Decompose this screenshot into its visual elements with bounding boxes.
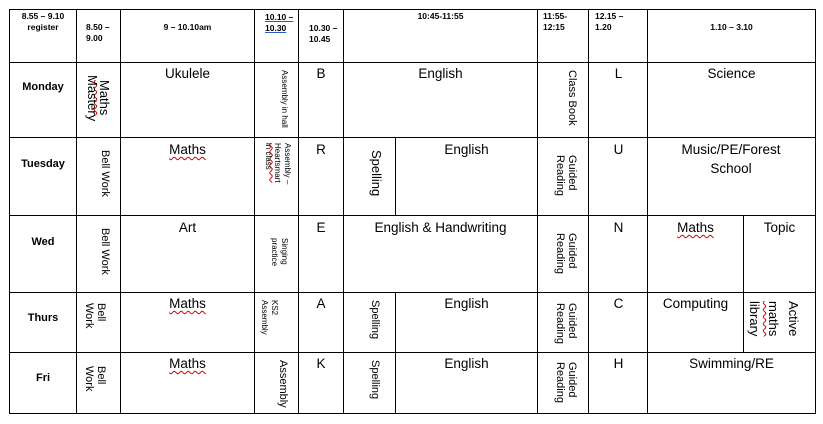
tuesday-spelling: Spelling bbox=[369, 150, 384, 197]
fri-assembly: Assembly bbox=[277, 360, 289, 408]
header-1045: 10:45-11:55 bbox=[417, 11, 464, 21]
header-1010-a: 10.10 – bbox=[265, 12, 294, 22]
wed-letter: E bbox=[316, 220, 326, 235]
thurs-letter: A bbox=[316, 296, 326, 311]
wed-morning: Art bbox=[178, 220, 197, 235]
monday-letter: B bbox=[316, 66, 326, 81]
tuesday-afternoon: Music/PE/Forest School bbox=[681, 142, 781, 176]
thurs-afternoon-maths-text: maths bbox=[766, 301, 781, 337]
header-1215: 12.15 – 1.20 bbox=[595, 11, 624, 32]
monday-english: English bbox=[418, 66, 463, 81]
fri-spelling: Spelling bbox=[369, 360, 381, 400]
tuesday-assembly-c: in class bbox=[264, 143, 273, 170]
header-0110: 1.10 – 3.10 bbox=[710, 22, 753, 32]
fri-lunch-letter: H bbox=[613, 356, 624, 371]
header-register: 8.55 – 9.10 register bbox=[21, 11, 65, 32]
fri-english: English bbox=[444, 356, 489, 371]
day-tuesday: Tuesday bbox=[21, 158, 65, 170]
monday-afternoon: Science bbox=[707, 66, 756, 81]
wed-early: Bell Work bbox=[99, 228, 111, 275]
thurs-morning bbox=[121, 294, 254, 313]
tuesday-assembly-b: Heartsmart bbox=[273, 143, 283, 183]
monday-assembly: Assembly in hall bbox=[280, 70, 289, 128]
fri-early: Bell Work bbox=[83, 366, 107, 392]
thurs-reading: Guided Reading bbox=[554, 303, 578, 344]
thurs-lunch-letter: C bbox=[613, 296, 624, 311]
monday-class-book: Class Book bbox=[566, 70, 578, 126]
wed-afternoon-topic: Topic bbox=[763, 220, 796, 235]
wed-lunch-letter: N bbox=[613, 220, 624, 235]
fri-morning-text: Maths bbox=[169, 356, 206, 371]
day-fri: Fri bbox=[35, 372, 51, 384]
header-0900: 9 – 10.10am bbox=[163, 22, 212, 32]
wed-reading: Guided Reading bbox=[554, 233, 578, 274]
thurs-assembly: KS2 Assembly bbox=[260, 300, 279, 335]
tuesday-morning-text: Maths bbox=[169, 142, 206, 157]
tuesday-morning bbox=[121, 140, 254, 159]
thurs-spelling: Spelling bbox=[369, 300, 381, 340]
tuesday-assembly bbox=[264, 143, 293, 209]
wed-afternoon-maths-text: Maths bbox=[677, 220, 714, 235]
thurs-afternoon-library: library bbox=[747, 301, 762, 337]
header-1155: 11:55- 12:15 bbox=[543, 11, 568, 32]
wed-english: English & Handwriting bbox=[374, 220, 507, 235]
monday-early-maths-text: Maths bbox=[97, 80, 112, 116]
tuesday-lunch-letter: U bbox=[613, 142, 624, 157]
tuesday-reading: Guided Reading bbox=[554, 155, 578, 196]
thurs-afternoon-active: Active bbox=[786, 301, 801, 337]
thurs-afternoon-computing: Computing bbox=[662, 296, 729, 311]
fri-letter: K bbox=[316, 356, 326, 371]
monday-early-mastery: Mastery bbox=[85, 75, 100, 122]
monday-morning: Ukulele bbox=[164, 66, 211, 81]
header-1010-b: 10.30 bbox=[265, 23, 287, 33]
tuesday-letter: R bbox=[316, 142, 326, 157]
header-1030: 10.30 – 10.45 bbox=[309, 23, 338, 44]
fri-morning bbox=[121, 354, 254, 373]
tuesday-early: Bell Work bbox=[99, 150, 111, 197]
fri-afternoon: Swimming/RE bbox=[689, 356, 774, 371]
thurs-afternoon-maths bbox=[766, 301, 780, 336]
tuesday-english: English bbox=[444, 142, 489, 157]
wed-afternoon-maths bbox=[648, 218, 743, 237]
thurs-english: English bbox=[444, 296, 489, 311]
day-wed: Wed bbox=[31, 236, 55, 248]
thurs-early: Bell Work bbox=[83, 303, 107, 329]
monday-lunch-letter: L bbox=[614, 66, 623, 81]
day-monday: Monday bbox=[22, 81, 64, 93]
day-thurs: Thurs bbox=[27, 312, 59, 324]
tuesday-assembly-a: Assembly – bbox=[283, 143, 292, 185]
header-0850: 8.50 – 9.00 bbox=[86, 22, 110, 43]
fri-reading: Guided Reading bbox=[554, 362, 578, 403]
thurs-morning-text: Maths bbox=[169, 296, 206, 311]
wed-assembly: Singing practice bbox=[270, 238, 289, 267]
